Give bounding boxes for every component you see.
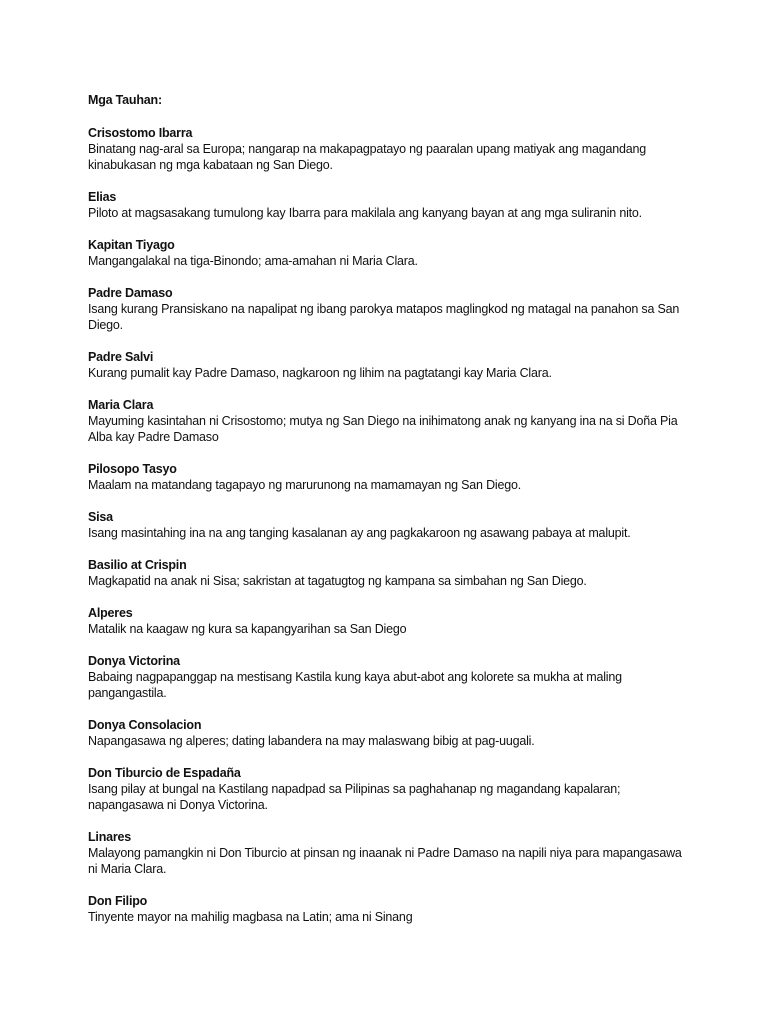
character-name: Crisostomo Ibarra: [88, 126, 193, 140]
character-list: [88, 125, 688, 925]
character-name: Padre Salvi: [88, 350, 154, 364]
character-description: Piloto at magsasakang tumulong kay Ibarra para makilala ang kanyang bayan at ang mga suliranin nito.: [88, 206, 642, 220]
character-description: Matalik na kaagaw ng kura sa kapangyarihan sa San Diego: [88, 622, 407, 636]
character-entry: [88, 285, 688, 333]
character-entry: [88, 189, 688, 221]
character-entry: [88, 461, 688, 493]
character-name: Maria Clara: [88, 398, 154, 412]
character-entry: [88, 509, 688, 541]
character-description: Binatang nag-aral sa Europa; nangarap na makapagpatayo ng paaralan upang matiyak ang magandang kinabukasan ng mga kabataan ng San Diego.: [88, 142, 647, 172]
character-entry: [88, 125, 688, 173]
character-description: Napangasawa ng alperes; dating labandera na may malaswang bibig at pag-uugali.: [88, 734, 535, 748]
character-name: Elias: [88, 190, 117, 204]
character-entry: [88, 717, 688, 749]
character-description: Kurang pumalit kay Padre Damaso, nagkaroon ng lihim na pagtatangi kay Maria Clara.: [88, 366, 552, 380]
character-description: Malayong pamangkin ni Don Tiburcio at pinsan ng inaanak ni Padre Damaso na napili niya para mapangasawa ni Maria Clara.: [88, 846, 682, 876]
character-name: Don Filipo: [88, 894, 148, 908]
character-entry: [88, 349, 688, 381]
character-name: Pilosopo Tasyo: [88, 462, 177, 476]
character-description: Magkapatid na anak ni Sisa; sakristan at tagatugtog ng kampana sa simbahan ng San Diego.: [88, 574, 587, 588]
character-name: Alperes: [88, 606, 133, 620]
character-entry: [88, 557, 688, 589]
document-page: [88, 92, 688, 941]
character-description: Tinyente mayor na mahilig magbasa na Latin; ama ni Sinang: [88, 910, 413, 924]
character-description: Mayuming kasintahan ni Crisostomo; mutya ng San Diego na inihimatong anak ng kanyang ina na si Doña Pia Alba kay Padre Damaso: [88, 414, 678, 444]
document-title: Mga Tauhan:: [88, 93, 162, 107]
character-entry: [88, 765, 688, 813]
character-description: Isang kurang Pransiskano na napalipat ng ibang parokya matapos maglingkod ng matagal na panahon sa San Diego.: [88, 302, 680, 332]
character-name: Donya Victorina: [88, 654, 180, 668]
character-description: Babaing nagpapanggap na mestisang Kastila kung kaya abut-abot ang kolorete sa mukha at maling pangangastila.: [88, 670, 622, 700]
character-entry: [88, 605, 688, 637]
character-entry: [88, 893, 688, 925]
character-name: Sisa: [88, 510, 113, 524]
character-name: Linares: [88, 830, 132, 844]
character-entry: [88, 653, 688, 701]
character-name: Don Tiburcio de Espadaña: [88, 766, 241, 780]
character-entry: [88, 829, 688, 877]
character-name: Donya Consolacion: [88, 718, 202, 732]
character-description: Isang masintahing ina na ang tanging kasalanan ay ang pagkakaroon ng asawang pabaya at malupit.: [88, 526, 631, 540]
character-entry: [88, 237, 688, 269]
character-entry: [88, 397, 688, 445]
character-description: Isang pilay at bungal na Kastilang napadpad sa Pilipinas sa paghahanap ng magandang kapalaran; napangasawa ni Donya Victorina.: [88, 782, 621, 812]
character-name: Basilio at Crispin: [88, 558, 187, 572]
character-name: Padre Damaso: [88, 286, 173, 300]
character-description: Mangangalakal na tiga-Binondo; ama-amahan ni Maria Clara.: [88, 254, 418, 268]
character-name: Kapitan Tiyago: [88, 238, 175, 252]
character-description: Maalam na matandang tagapayo ng marurunong na mamamayan ng San Diego.: [88, 478, 522, 492]
